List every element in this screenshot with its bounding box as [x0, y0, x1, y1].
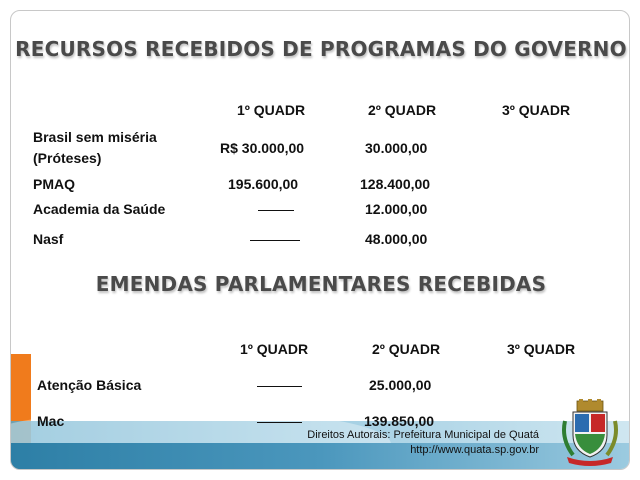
section2-row-label: Mac [37, 413, 65, 429]
section2-row-q1-dash [257, 386, 302, 387]
section1-row-q1: 195.600,00 [228, 176, 299, 192]
section1-title: RECURSOS RECEBIDOS DE PROGRAMAS DO GOVERNO [15, 37, 627, 61]
section1-row-label-line2: (Próteses) [33, 150, 102, 166]
section2-row-q1-dash [257, 422, 302, 423]
section1-row-q2: 48.000,00 [365, 231, 428, 247]
footer-copyright: Direitos Autorais: Prefeitura Municipal de Quatá [307, 429, 539, 441]
slide [10, 10, 630, 470]
section2-header-q1: 1º QUADR [240, 341, 309, 357]
municipal-coat-of-arms-icon [559, 399, 621, 467]
section1-row-q2: 128.400,00 [360, 176, 431, 192]
section1-row-q2: 12.000,00 [365, 201, 428, 217]
section1-row-q1: R$ 30.000,00 [220, 140, 305, 156]
section1-header-q2: 2º QUADR [368, 102, 437, 118]
section1-row-label: PMAQ [33, 176, 75, 192]
section1-header-q1: 1º QUADR [237, 102, 306, 118]
section1-row-label: Academia da Saúde [33, 201, 166, 217]
section1-row-q1-dash [250, 240, 300, 241]
section2-title: EMENDAS PARLAMENTARES RECEBIDAS [95, 272, 547, 296]
section2-header-q3: 3º QUADR [507, 341, 576, 357]
section2-row-label: Atenção Básica [37, 377, 142, 393]
section2-row-q2: 139.850,00 [364, 413, 435, 429]
section2-row-q2: 25.000,00 [369, 377, 432, 393]
section1-row-q1-dash [258, 210, 294, 211]
section2-header-q2: 2º QUADR [372, 341, 441, 357]
section1-row-q2: 30.000,00 [365, 140, 428, 156]
section1-row-label: Nasf [33, 231, 64, 247]
section1-header-q3: 3º QUADR [502, 102, 571, 118]
section1-row-label: Brasil sem miséria [33, 129, 157, 145]
footer-url: http://www.quata.sp.gov.br [410, 444, 539, 456]
